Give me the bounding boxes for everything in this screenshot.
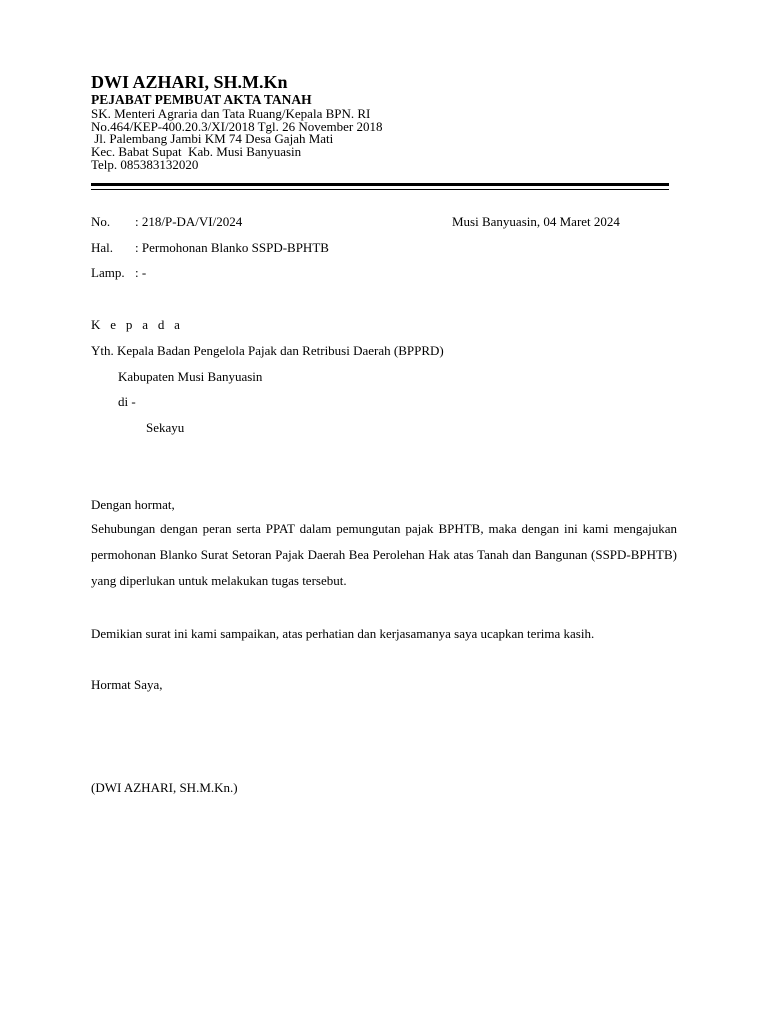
kepada-label: K e p a d a (91, 317, 184, 332)
closing-salutation: Hormat Saya, (91, 677, 163, 692)
letterhead-district-line: Kec. Babat Supat Kab. Musi Banyuasin (91, 144, 302, 159)
letterhead-number-line: No.464/KEP-400.20.3/XI/2018 Tgl. 26 November 2018 (91, 119, 383, 134)
body-paragraph-closing: Demikian surat ini kami sampaikan, atas perhatian dan kerjasamanya saya ucapkan terima kasih. (91, 626, 595, 641)
signatory-name: (DWI AZHARI, SH.M.Kn.) (91, 780, 238, 795)
subject-label: Hal. (91, 240, 114, 255)
attachment-value: : - (135, 265, 147, 280)
recipient-regency: Kabupaten Musi Banyuasin (118, 369, 263, 384)
number-label: No. (91, 214, 111, 229)
letterhead-divider-thin (91, 189, 669, 190)
recipient-city: Sekayu (146, 420, 185, 435)
recipient-title: Yth. Kepala Badan Pengelola Pajak dan Retribusi Daerah (BPPRD) (91, 343, 444, 358)
attachment-label: Lamp. (91, 265, 125, 280)
recipient-di: di - (118, 394, 136, 409)
letterhead-sk-line: SK. Menteri Agraria dan Tata Ruang/Kepala BPN. RI (91, 106, 371, 121)
greeting: Dengan hormat, (91, 497, 175, 512)
letterhead-divider-thick (91, 183, 669, 186)
number-value: : 218/P-DA/VI/2024 (135, 214, 243, 229)
subject-value: : Permohonan Blanko SSPD-BPHTB (135, 240, 329, 255)
letterhead-name: DWI AZHARI, SH.M.Kn (91, 72, 288, 92)
letterhead-address-line: Jl. Palembang Jambi KM 74 Desa Gajah Mati (91, 131, 334, 146)
body-paragraph-request: Sehubungan dengan peran serta PPAT dalam pemungutan pajak BPHTB, maka dengan ini kami mengajukan permohonan Blanko Surat Setoran Pajak Daerah Bea Perolehan Hak atas Tanah dan Bangunan (SSPD-BPHTB) yang diperlukan untuk melakukan tugas tersebut. (91, 521, 677, 588)
letterhead-phone-line: Telp. 085383132020 (91, 157, 199, 172)
place-date: Musi Banyuasin, 04 Maret 2024 (452, 214, 620, 229)
letterhead-office: PEJABAT PEMBUAT AKTA TANAH (91, 92, 312, 107)
